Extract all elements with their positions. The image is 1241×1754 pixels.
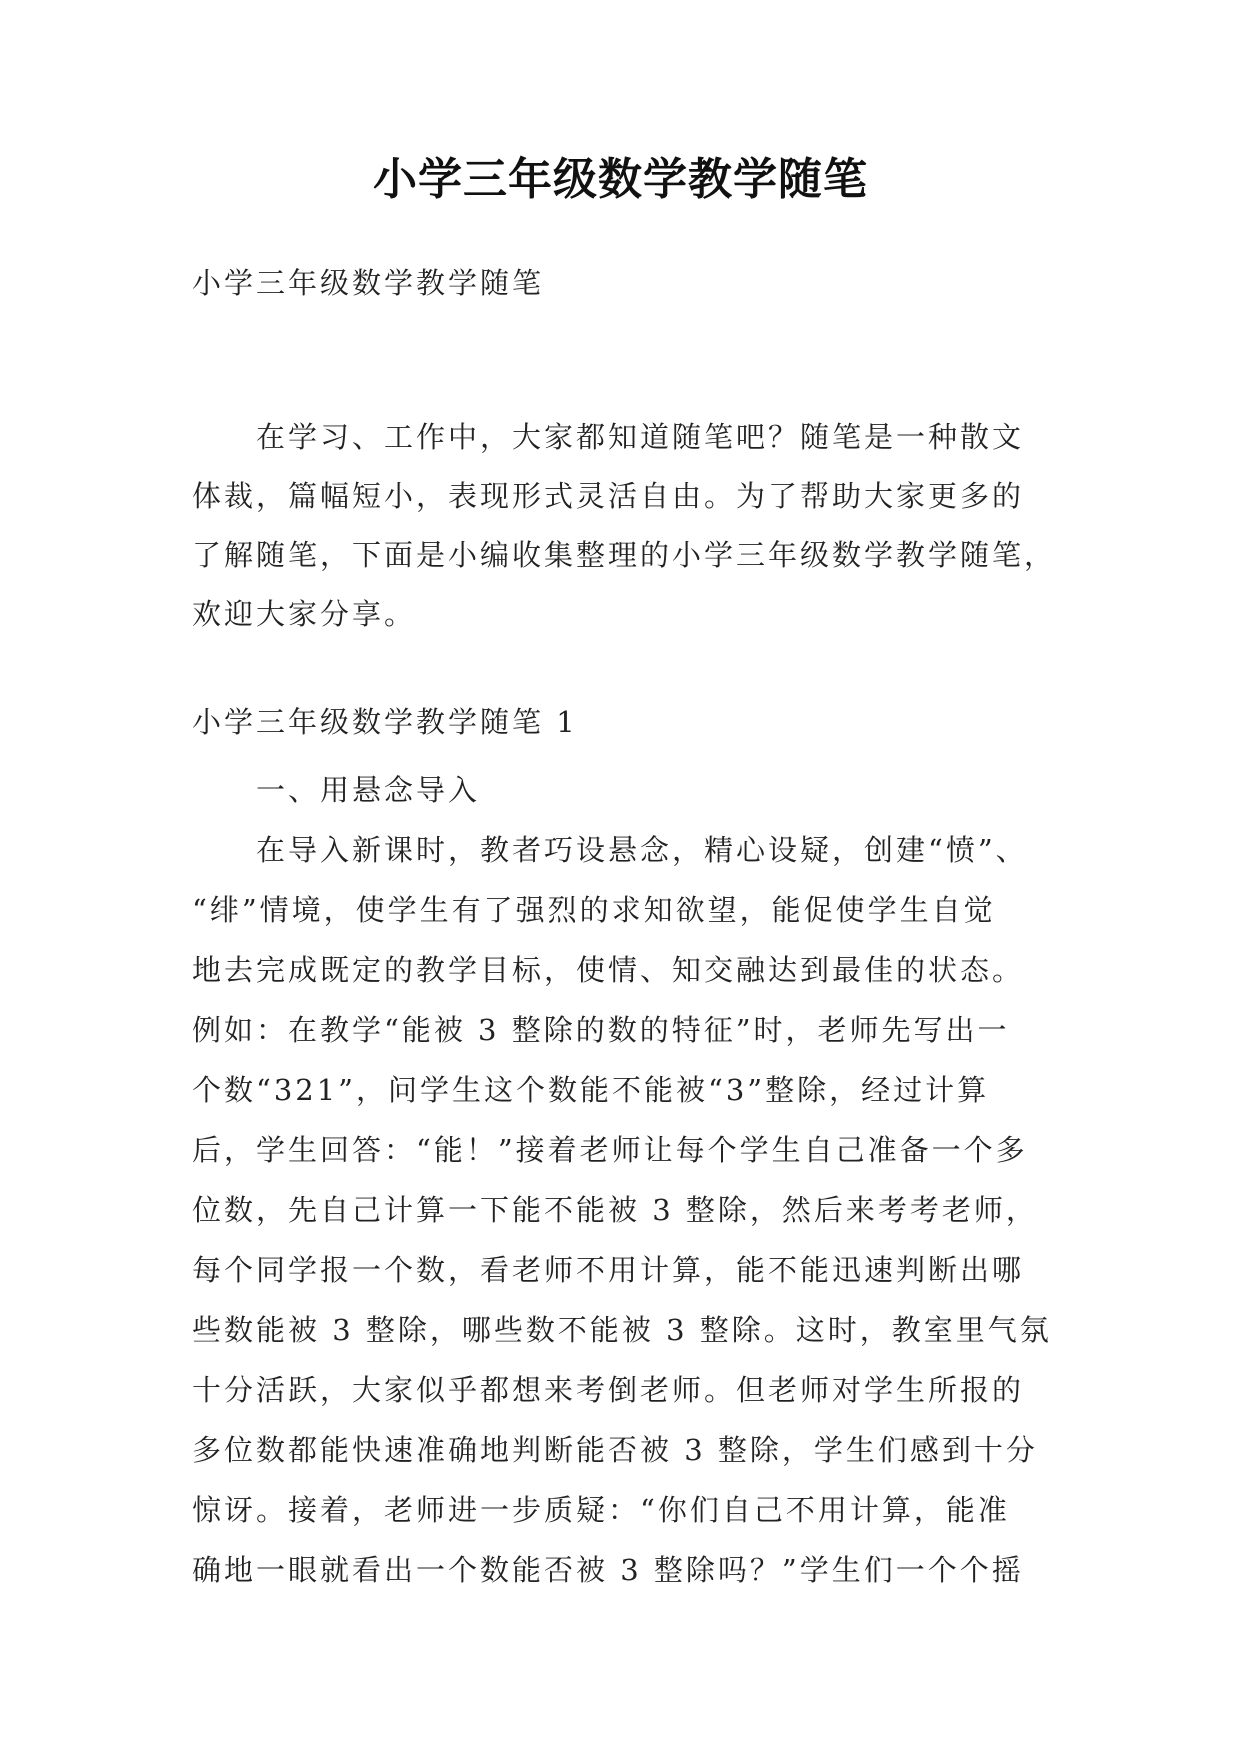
paragraph-line: 欢迎大家分享。 (192, 597, 417, 631)
paragraph-line: 个数“321”，问学生这个数能不能被“3”整除，经过计算 (192, 1073, 990, 1107)
paragraph-line: 十分活跃，大家似乎都想来考倒老师。但老师对学生所报的 (192, 1373, 1025, 1407)
paragraph-line: 每个同学报一个数，看老师不用计算，能不能迅速判断出哪 (192, 1253, 1025, 1287)
paragraph-line: 多位数都能快速准确地判断能否被 3 整除，学生们感到十分 (192, 1433, 1038, 1467)
paragraph-line: 确地一眼就看出一个数能否被 3 整除吗？”学生们一个个摇 (192, 1553, 1024, 1587)
paragraph-line: “绯”情境，使学生有了强烈的求知欲望，能促使学生自觉 (192, 893, 996, 927)
paragraph-line: 后，学生回答：“能！”接着老师让每个学生自己准备一个多 (192, 1133, 1028, 1167)
document-subtitle: 小学三年级数学教学随笔 (192, 266, 545, 300)
paragraph-line: 在学习、工作中，大家都知道随笔吧？随笔是一种散文 (256, 420, 1025, 454)
paragraph-line: 惊讶。接着，老师进一步质疑：“你们自己不用计算，能准 (192, 1493, 1010, 1527)
intro-paragraph (192, 408, 1067, 644)
paragraph-line: 在导入新课时，教者巧设悬念，精心设疑，创建“愤”、 (256, 833, 1028, 867)
paragraph-line: 位数，先自己计算一下能不能被 3 整除，然后来考考老师， (192, 1193, 1038, 1227)
paragraph-line: 些数能被 3 整除，哪些数不能被 3 整除。这时，教室里气氛 (192, 1313, 1052, 1347)
article-body (192, 760, 1082, 1600)
paragraph-line: 地去完成既定的教学目标，使情、知交融达到最佳的状态。 (192, 953, 1025, 987)
subsection-heading: 一、用悬念导入 (256, 773, 481, 807)
section-heading: 小学三年级数学教学随笔 1 (192, 705, 578, 739)
paragraph-line: 了解随笔，下面是小编收集整理的小学三年级数学教学随笔， (192, 538, 1057, 572)
paragraph-line: 例如：在教学“能被 3 整除的数的特征”时，老师先写出一 (192, 1013, 1010, 1047)
paragraph-line: 体裁，篇幅短小，表现形式灵活自由。为了帮助大家更多的 (192, 479, 1025, 513)
document-title: 小学三年级数学教学随笔 (373, 154, 868, 205)
